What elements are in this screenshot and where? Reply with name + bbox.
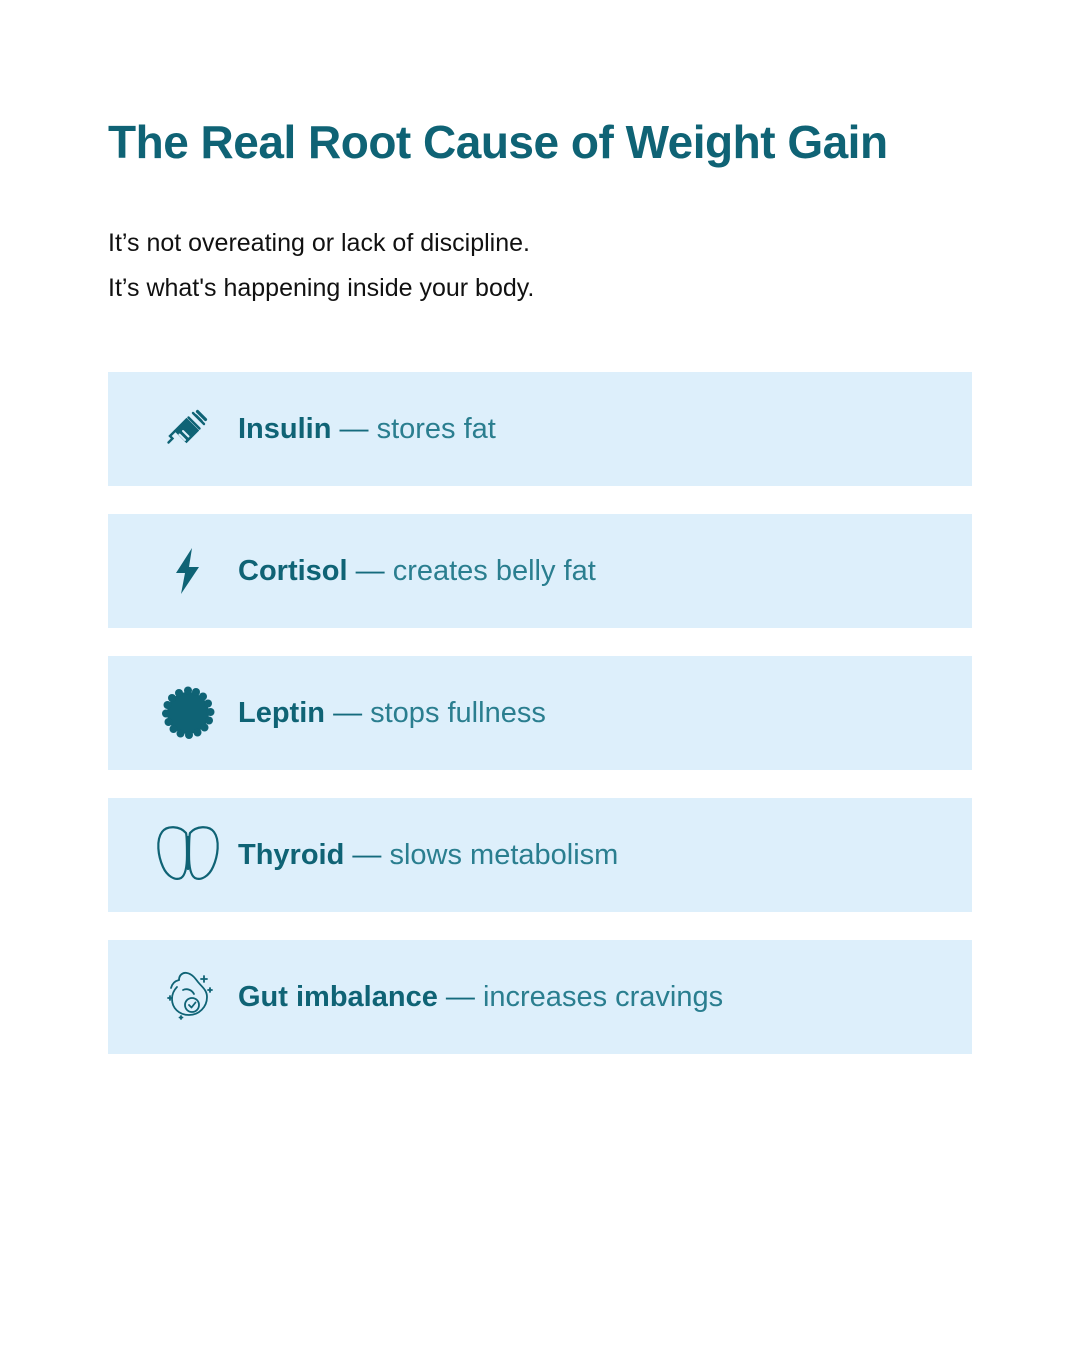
hormone-effect: creates belly fat [392,554,596,587]
list-item-text [238,555,596,588]
list-item-text [238,839,618,872]
list-item-text [238,697,546,730]
hormone-name: Gut imbalance [238,980,438,1013]
hormone-dash: — [339,412,369,445]
hormone-dash: — [355,554,385,587]
page-subtitle [108,221,972,310]
lightning-bolt-icon [138,546,238,596]
subtitle-line-2: It’s what's happening inside your body. [108,273,535,302]
scalloped-circle-icon [138,685,238,741]
hormone-dash: — [333,696,363,729]
list-item [108,656,972,770]
hormone-name: Cortisol [238,554,348,587]
hormone-effect: stores fat [376,412,496,445]
page-title: The Real Root Cause of Weight Gain [108,116,888,168]
hormone-name: Insulin [238,412,332,445]
syringe-icon [138,407,238,451]
hormone-dash: — [352,838,382,871]
butterfly-thyroid-icon [138,823,238,887]
subtitle-line-1: It’s not overeating or lack of discipline. [108,229,530,257]
list-item [108,514,972,628]
list-item [108,372,972,486]
hormone-list [108,372,972,1054]
list-item-text [238,413,496,446]
list-item [108,798,972,912]
hormone-effect: slows metabolism [389,838,619,871]
hormone-effect: stops fullness [370,696,546,729]
hormone-name: Thyroid [238,838,345,871]
hormone-name: Leptin [238,696,325,729]
list-item-text [238,981,723,1014]
list-item [108,940,972,1054]
stomach-gut-icon [138,966,238,1028]
hormone-dash: — [445,980,475,1013]
hormone-effect: increases cravings [482,980,724,1013]
